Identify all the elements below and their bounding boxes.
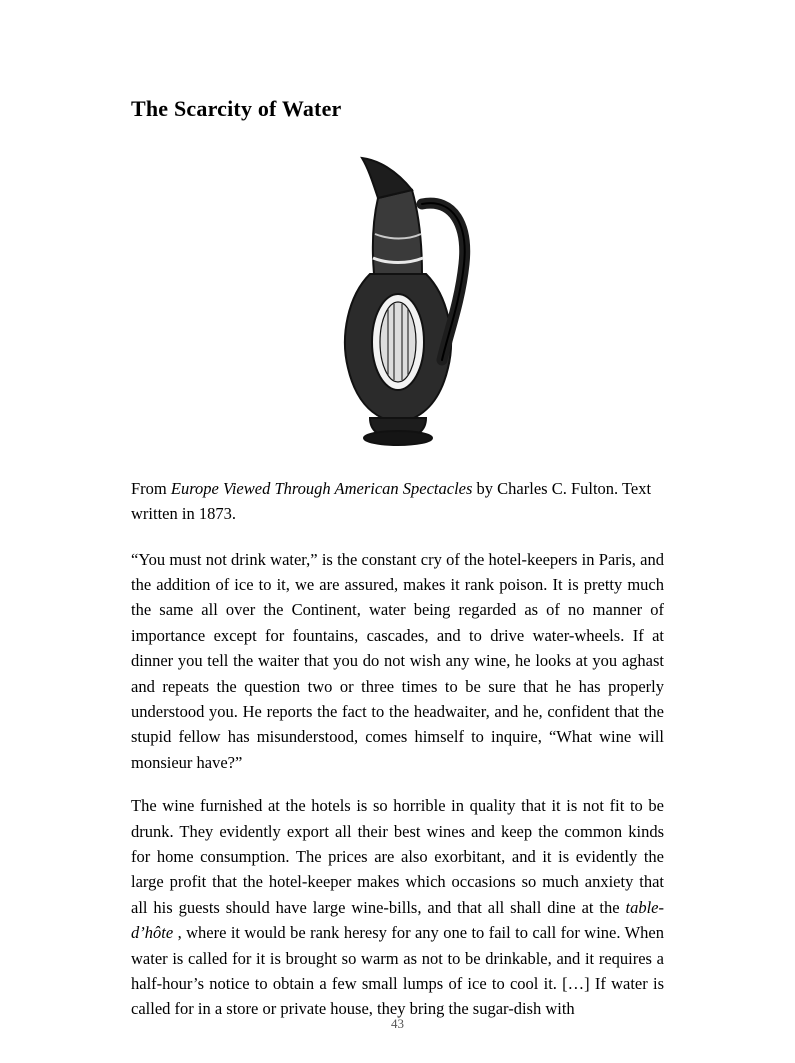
source-caption [131,476,664,526]
figure-pitcher-engraving [131,146,664,446]
body-paragraph-1: “You must not drink water,” is the constant cry of the hotel-keepers in Paris, and the addition of ice to it, we are assured, makes it rank poison. It is pretty much the same all over the Continent, water being regarded as of no manner of importance except for fountains, cascades, and to drive water-wheels. If at dinner you tell the waiter that you do not wish any wine, he looks at you aghast and repeats the question two or three times to be sure that he has properly understood you. He reports the fact to the headwaiter, and he, confident that the stupid fellow has misunderstood, comes himself to inquire, “What wine will monsieur have?” [131,549,664,772]
caption-tail: by Charles C. Fulton. Text written in 1873. [131,479,652,524]
page-title: The Scarcity of Water [131,96,342,121]
caption-work-title: Europe Viewed Through American Spectacles [170,479,473,499]
caption-lead: From [131,479,171,499]
body-paragraph-2 [131,793,664,1022]
paragraph-2-segment-3: , where it would be rank heresy for any one to fail to call for wine. When water is called for it is brought so warm as not to be drinkable, and it requires a half-hour’s notice to obtain a few small lumps of ice to cool it. […] If water is called for in a store or private house, they bring the sugar-dish with [131,923,664,1019]
pitcher-icon [308,146,488,446]
paragraph-2-segment-1: The wine furnished at the hotels is so horrible in quality that it is not fit to be drunk. They evidently export all their best wines and keep the common kinds for home consumption. The prices are also exorbitant, and it is evidently the large profit that the hotel-keeper makes which occasions so much anxiety that all his guests should have large wine-bills, and that all shall dine at the [131,796,664,917]
page-content [131,96,664,1022]
paragraph-2-italic-term: table-d’hôte [131,897,664,943]
page-number: 43 [391,1016,404,1031]
